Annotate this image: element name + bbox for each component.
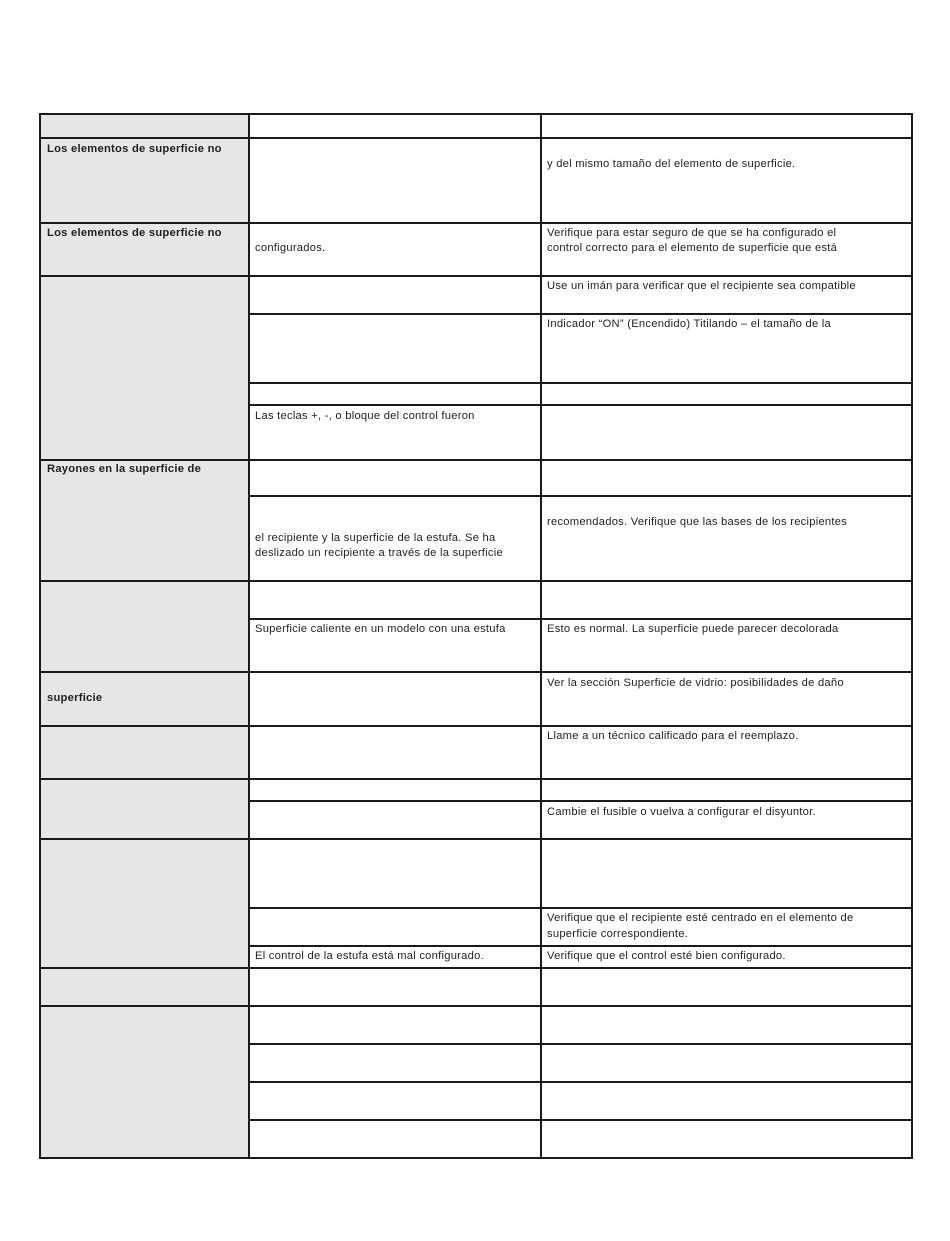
problem-text: superficie	[47, 692, 103, 704]
subrow-divider	[248, 382, 913, 384]
row-divider	[39, 580, 913, 582]
row-divider	[39, 137, 913, 139]
solution-text: superficie correspondiente.	[547, 928, 689, 940]
row-divider	[39, 671, 913, 673]
problem-cell-11	[41, 1007, 248, 1157]
cause-text: deslizado un recipiente a través de la superficie	[255, 547, 503, 559]
problem-text: Los elementos de superficie no	[47, 143, 222, 155]
problem-cell-3	[41, 277, 248, 459]
problem-cell-9	[41, 840, 248, 967]
solution-text: Cambie el fusible o vuelva a configurar el disyuntor.	[547, 806, 816, 818]
problem-cell-5	[41, 582, 248, 671]
subrow-divider	[248, 618, 913, 620]
row-divider	[39, 838, 913, 840]
subrow-divider	[248, 1081, 913, 1083]
subrow-divider	[248, 800, 913, 802]
subrow-divider	[248, 907, 913, 909]
row-divider	[39, 113, 913, 115]
solution-text: control correcto para el elemento de superficie que está	[547, 242, 838, 254]
cause-text: configurados.	[255, 242, 326, 254]
table-border-left	[39, 113, 41, 1159]
table-border-bottom	[39, 1157, 913, 1159]
solution-text: Indicador “ON” (Encendido) Titilando – el tamaño de la	[547, 318, 832, 330]
solution-text: Verifique para estar seguro de que se ha configurado el	[547, 227, 837, 239]
solution-text: Verifique que el recipiente esté centrado en el elemento de	[547, 912, 854, 924]
column-divider-2	[540, 113, 542, 1159]
problem-cell-4	[41, 461, 248, 580]
solution-text: Ver la sección Superficie de vidrio: posibilidades de daño	[547, 677, 844, 689]
row-divider	[39, 778, 913, 780]
solution-text: Esto es normal. La superficie puede parecer decolorada	[547, 623, 839, 635]
cause-text: El control de la estufa está mal configurado.	[255, 950, 484, 962]
subrow-divider	[248, 404, 913, 406]
solution-text: Use un imán para verificar que el recipiente sea compatible	[547, 280, 856, 292]
row-divider	[39, 275, 913, 277]
cause-text: Las teclas +, -, o bloque del control fueron	[255, 410, 475, 422]
subrow-divider	[248, 1119, 913, 1121]
problem-cell-10	[41, 969, 248, 1005]
row-divider	[39, 222, 913, 224]
subrow-divider	[248, 1043, 913, 1045]
problem-cell-8	[41, 780, 248, 838]
problem-text: Los elementos de superficie no	[47, 227, 222, 239]
problem-text: Rayones en la superficie de	[47, 463, 202, 475]
table-border-right	[911, 113, 913, 1159]
solution-text: Llame a un técnico calificado para el reemplazo.	[547, 730, 799, 742]
solution-text: y del mismo tamaño del elemento de superficie.	[547, 158, 796, 170]
solution-text: recomendados. Verifique que las bases de los recipientes	[547, 516, 848, 528]
cause-text: Superficie caliente en un modelo con una estufa	[255, 623, 506, 635]
header-problem-cell	[41, 115, 248, 137]
row-divider	[39, 725, 913, 727]
subrow-divider	[248, 313, 913, 315]
solution-text: Verifique que el control esté bien configurado.	[547, 950, 786, 962]
subrow-divider	[248, 945, 913, 947]
cause-text: el recipiente y la superficie de la estufa. Se ha	[255, 532, 496, 544]
row-divider	[39, 1005, 913, 1007]
row-divider	[39, 967, 913, 969]
column-divider-1	[248, 113, 250, 1159]
row-divider	[39, 459, 913, 461]
subrow-divider	[248, 495, 913, 497]
problem-cell-7	[41, 727, 248, 778]
